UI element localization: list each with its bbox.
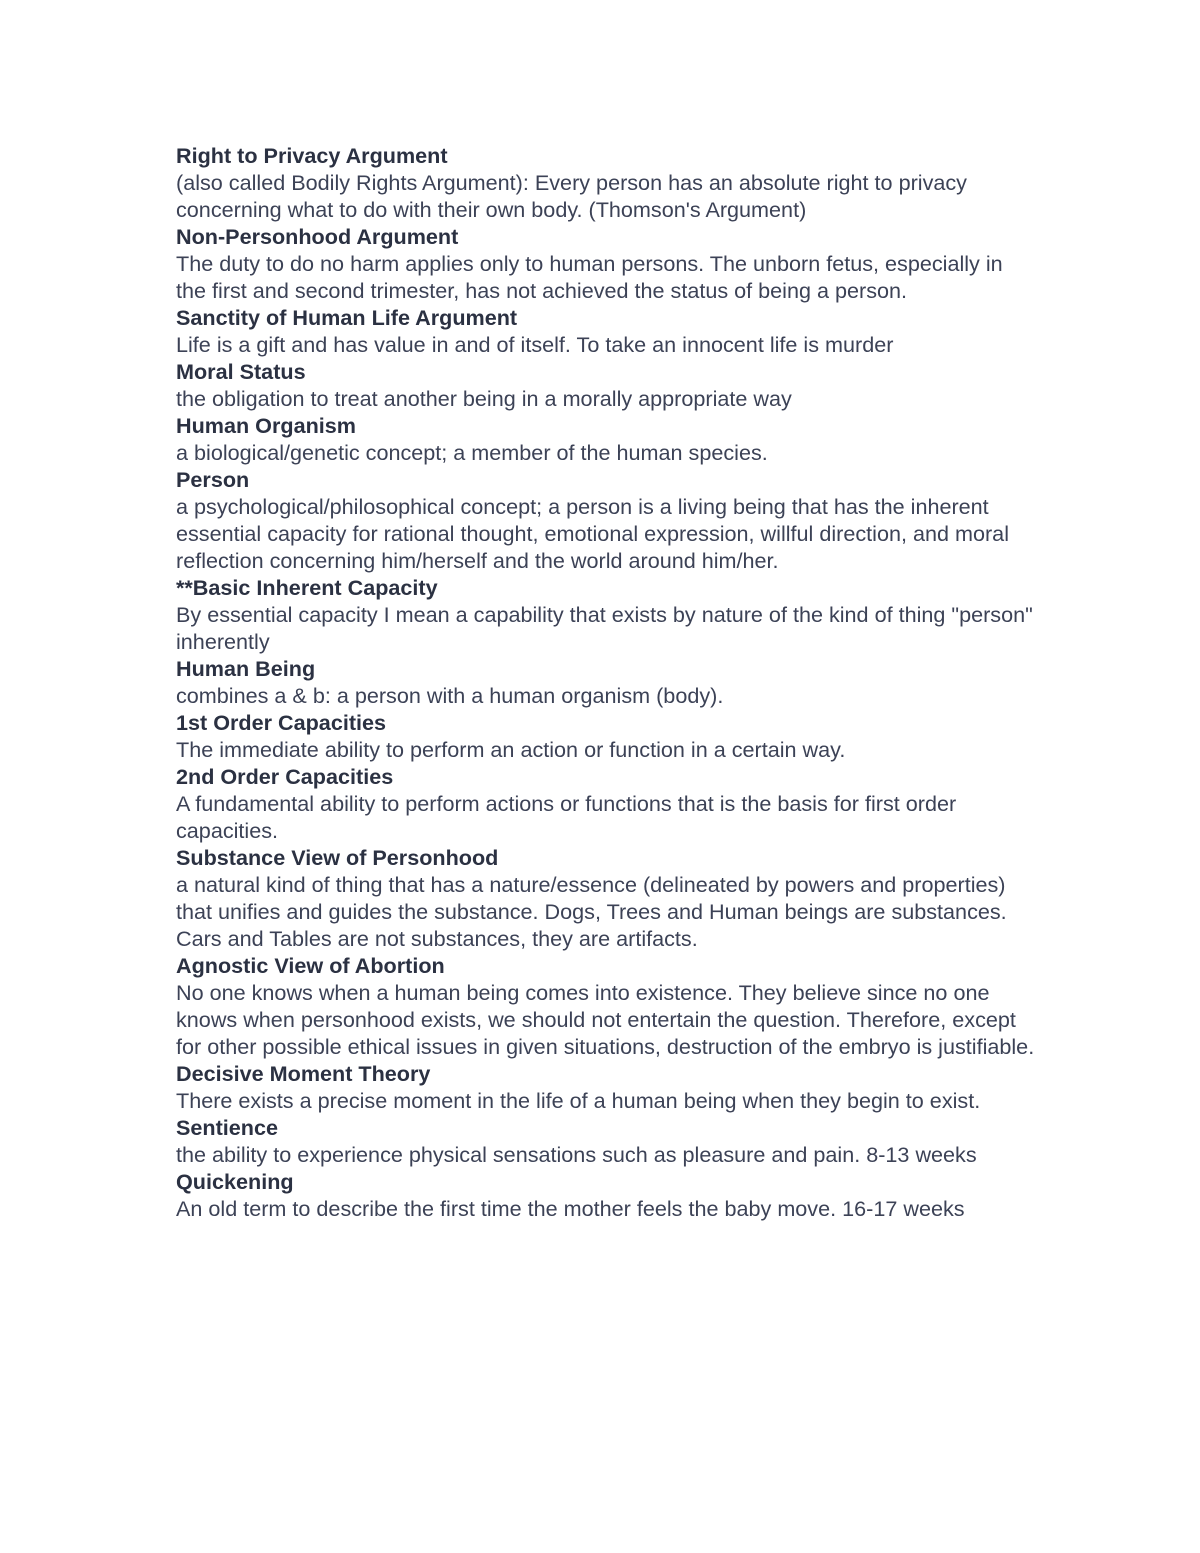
entry-human-organism (176, 412, 1036, 466)
term-definition: a natural kind of thing that has a nature/essence (delineated by powers and properties) that unifies and guides the substance. Dogs, Trees and Human beings are substances. Cars and Tables are not substances, they are artifacts. (176, 872, 1007, 951)
entry-sanctity-of-life (176, 304, 1036, 358)
term-heading: Human Organism (176, 413, 356, 438)
entry-1st-order-capacities (176, 709, 1036, 763)
term-heading: **Basic Inherent Capacity (176, 575, 438, 600)
term-heading: Sentience (176, 1115, 279, 1140)
term-heading: Non-Personhood Argument (176, 224, 459, 249)
entry-non-personhood (176, 223, 1036, 304)
entry-substance-view (176, 844, 1036, 952)
term-heading: Right to Privacy Argument (176, 143, 448, 168)
entry-quickening (176, 1168, 1036, 1222)
term-definition: The duty to do no harm applies only to human persons. The unborn fetus, especially in the first and second trimester, has not achieved the status of being a person. (176, 251, 1003, 303)
term-heading: Decisive Moment Theory (176, 1061, 431, 1086)
term-heading: 2nd Order Capacities (176, 764, 394, 789)
term-heading: Person (176, 467, 250, 492)
term-definition: the ability to experience physical sensations such as pleasure and pain. 8-13 weeks (176, 1142, 977, 1167)
document-page (176, 142, 1036, 1222)
entry-decisive-moment (176, 1060, 1036, 1114)
term-definition: A fundamental ability to perform actions or functions that is the basis for first order capacities. (176, 791, 957, 843)
entry-basic-inherent-capacity (176, 574, 1036, 655)
term-heading: Quickening (176, 1169, 294, 1194)
term-heading: Human Being (176, 656, 316, 681)
term-definition: An old term to describe the first time the mother feels the baby move. 16-17 weeks (176, 1196, 965, 1221)
term-definition: (also called Bodily Rights Argument): Every person has an absolute right to privacy concerning what to do with their own body. (Thomson's Argument) (176, 170, 967, 222)
entry-sentience (176, 1114, 1036, 1168)
term-heading: Sanctity of Human Life Argument (176, 305, 518, 330)
entry-2nd-order-capacities (176, 763, 1036, 844)
term-definition: Life is a gift and has value in and of itself. To take an innocent life is murder (176, 332, 894, 357)
entry-person (176, 466, 1036, 574)
term-definition: a biological/genetic concept; a member of the human species. (176, 440, 768, 465)
term-definition: The immediate ability to perform an action or function in a certain way. (176, 737, 846, 762)
term-definition: There exists a precise moment in the life of a human being when they begin to exist. (176, 1088, 981, 1113)
term-heading: Moral Status (176, 359, 306, 384)
term-heading: Substance View of Personhood (176, 845, 499, 870)
term-definition: No one knows when a human being comes into existence. They believe since no one knows when personhood exists, we should not entertain the question. Therefore, except for other possible ethical issues in given situations, destruction of the embryo is justifiable. (176, 980, 1035, 1059)
entry-moral-status (176, 358, 1036, 412)
entry-human-being (176, 655, 1036, 709)
entry-right-to-privacy (176, 142, 1036, 223)
term-heading: 1st Order Capacities (176, 710, 387, 735)
term-definition: the obligation to treat another being in a morally appropriate way (176, 386, 792, 411)
term-definition: By essential capacity I mean a capability that exists by nature of the kind of thing "person" inherently (176, 602, 1033, 654)
term-definition: combines a & b: a person with a human organism (body). (176, 683, 724, 708)
entry-agnostic-view (176, 952, 1036, 1060)
term-heading: Agnostic View of Abortion (176, 953, 445, 978)
term-definition: a psychological/philosophical concept; a person is a living being that has the inherent essential capacity for rational thought, emotional expression, willful direction, and moral reflection concerning him/herself and the world around him/her. (176, 494, 1009, 573)
